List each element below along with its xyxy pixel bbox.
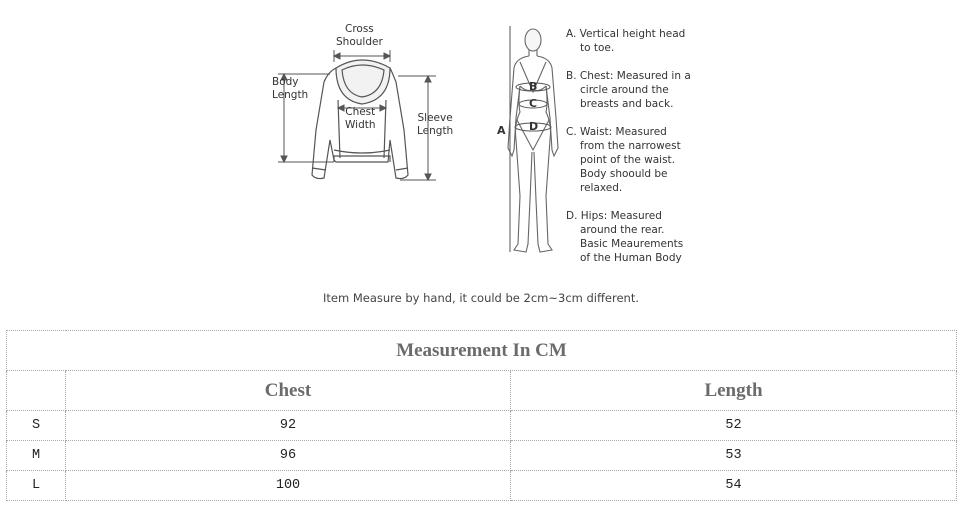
- sleeve-length-label: Sleeve Length: [417, 112, 454, 137]
- legend-item-a: [566, 27, 716, 55]
- chest-cell: 100: [66, 471, 511, 501]
- size-cell: M: [7, 441, 66, 471]
- legend-item-a-first: A. Vertical height head: [566, 28, 686, 40]
- measure-note: Item Measure by hand, it could be 2cm~3cm different.: [322, 291, 640, 305]
- header-length: Length: [511, 371, 957, 411]
- chest-width-label: Chest Width: [345, 106, 376, 131]
- cross-shoulder-label: Cross Shoulder: [336, 23, 383, 48]
- body-length-label: Body Length: [272, 76, 309, 101]
- size-cell: S: [7, 411, 66, 441]
- legend-item-d: [566, 209, 716, 265]
- header-size: [7, 371, 66, 411]
- legend-item-b-first: B. Chest: Measured in a: [566, 70, 691, 82]
- size-cell: L: [7, 471, 66, 501]
- table-header-row: [7, 371, 957, 411]
- legend-item-d-rest: around the rear. Basic Meaurements of the Human Body: [580, 224, 684, 264]
- legend-item-b-rest: circle around the breasts and back.: [580, 84, 674, 110]
- table-row: [7, 441, 957, 471]
- measurement-legend: [566, 27, 716, 279]
- legend-item-d-first: D. Hips: Measured: [566, 210, 662, 222]
- chest-cell: 96: [66, 441, 511, 471]
- length-cell: 53: [511, 441, 957, 471]
- table-title: Measurement In CM: [7, 331, 957, 371]
- length-cell: 54: [511, 471, 957, 501]
- table-row: [7, 411, 957, 441]
- table-title-row: [7, 331, 957, 371]
- point-b-label: B: [529, 80, 538, 93]
- header-chest: Chest: [66, 371, 511, 411]
- legend-item-a-rest: to toe.: [580, 42, 615, 54]
- point-a-label: A: [497, 124, 506, 137]
- legend-item-c: [566, 125, 716, 195]
- legend-item-b: [566, 69, 716, 111]
- chest-cell: 92: [66, 411, 511, 441]
- legend-item-c-rest: from the narrowest point of the waist. Body shoould be relaxed.: [580, 140, 681, 194]
- table-row: [7, 471, 957, 501]
- point-c-label: C: [529, 97, 538, 110]
- legend-item-c-first: C. Waist: Measured: [566, 126, 667, 138]
- body-figure: [508, 29, 558, 252]
- length-cell: 52: [511, 411, 957, 441]
- point-d-label: D: [529, 120, 539, 133]
- size-table: [6, 330, 957, 501]
